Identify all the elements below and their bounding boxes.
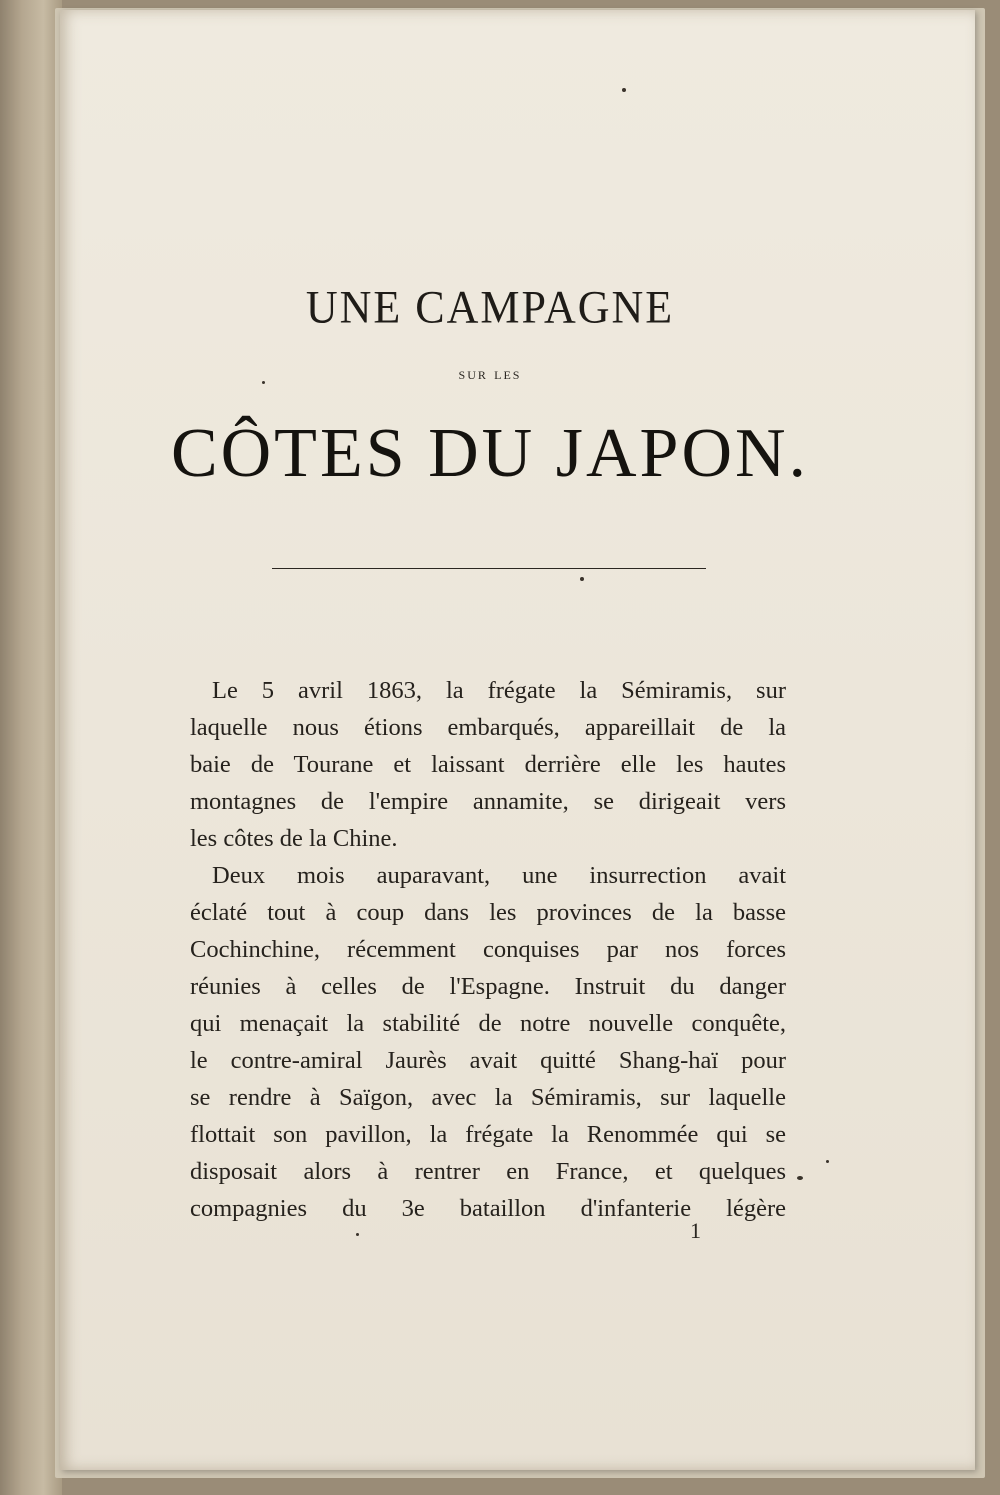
body-line: éclaté tout à coup dans les provinces de la basse [190,899,786,926]
body-line: qui menaçait la stabilité de notre nouvelle conquête, [190,1010,786,1037]
body-line: laquelle nous étions embarqués, appareillait de la [190,714,786,741]
body-line: compagnies du 3e bataillon d'infanterie légère [190,1195,786,1222]
paper-speck [622,88,626,92]
paper-speck [797,1176,803,1180]
body-line: Cochinchine, récemment conquises par nos forces [190,936,786,963]
book-spine [0,0,62,1495]
title-line-1: UNE CAMPAGNE [305,281,675,334]
body-line: flottait son pavillon, la frégate la Renommée qui se [190,1121,786,1148]
title-rule [272,568,706,569]
body-line: Deux mois auparavant, une insurrection avait [212,862,786,889]
body-line: baie de Tourane et laissant derrière elle les hautes [190,751,786,778]
title-line-2: sur les [458,364,522,383]
paper-speck [826,1160,829,1163]
paper-speck [262,381,265,384]
paper-speck [580,577,584,581]
body-line: Le 5 avril 1863, la frégate la Sémiramis, sur [212,677,786,704]
body-text [190,672,786,1227]
body-line: le contre-amiral Jaurès avait quitté Shang-haï pour [190,1047,786,1074]
body-line: montagnes de l'empire annamite, se dirigeait vers [190,788,786,815]
page-number: 1 [690,1218,701,1243]
body-line: se rendre à Saïgon, avec la Sémiramis, sur laquelle [190,1084,786,1111]
body-line: disposait alors à rentrer en France, et quelques [190,1158,786,1185]
body-line: réunies à celles de l'Espagne. Instruit du danger [190,973,786,1000]
body-line: les côtes de la Chine. [190,825,398,852]
title-line-3: CÔTES DU JAPON. [170,415,810,492]
paper-speck [356,1233,359,1236]
